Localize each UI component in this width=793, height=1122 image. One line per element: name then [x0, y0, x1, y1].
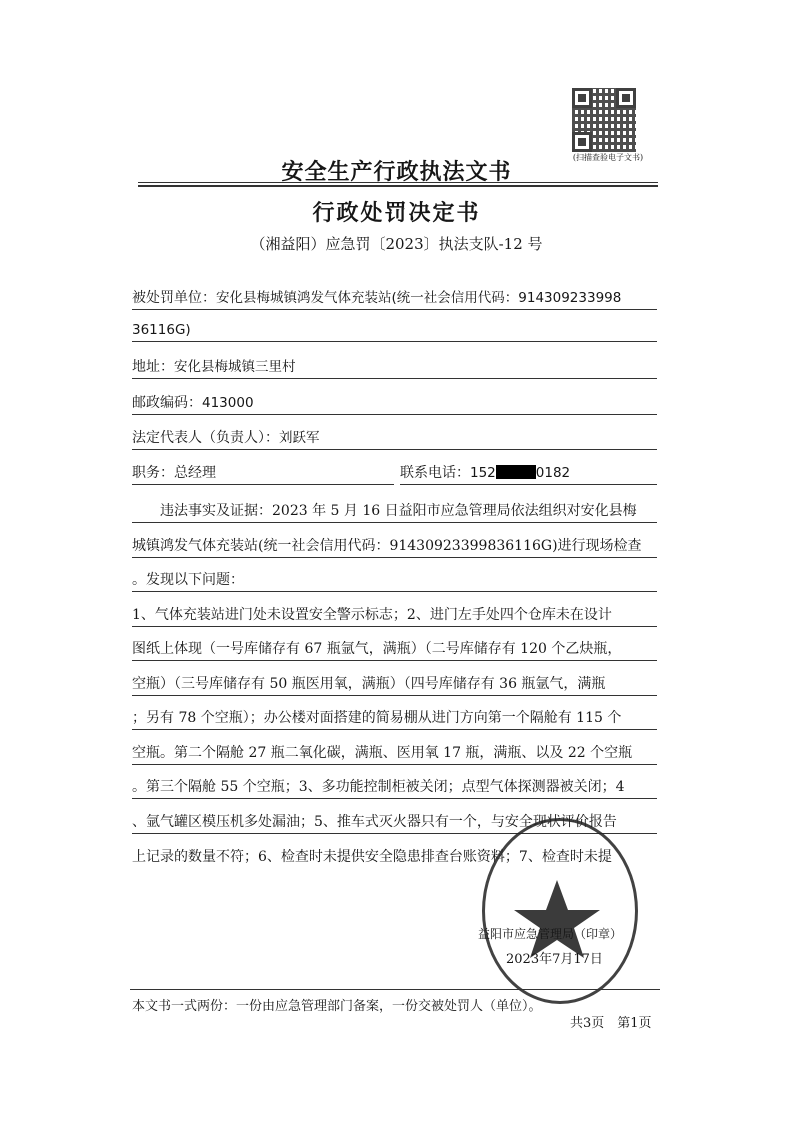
legal-representative-value: 刘跃军 — [279, 430, 320, 446]
penalized-unit-field — [132, 287, 657, 310]
seal-star-icon — [514, 880, 600, 958]
facts-line: ；另有 78 个空瓶）；办公楼对面搭建的简易棚从进门方向第一个隔舱有 115 个 — [132, 707, 657, 730]
header-rule-thick — [138, 185, 658, 187]
position-phone-row — [132, 462, 657, 484]
postcode-label: 邮政编码： — [132, 395, 202, 411]
position-value: 总经理 — [174, 465, 216, 481]
address-label: 地址： — [132, 359, 174, 375]
facts-line: 违法事实及证据：2023 年 5 月 16 日益阳市应急管理局依法组织对安化县梅 — [132, 500, 657, 523]
facts-line: 。第三个隔舱 55 个空瓶；3、多功能控制柜被关闭；点型气体探测器被关闭；4 — [132, 776, 657, 799]
header-rule — [138, 182, 658, 183]
facts-line: 、氩气罐区模压机多处漏油；5、推车式灭火器只有一个，与安全现状评价报告 — [132, 811, 657, 834]
position-field — [132, 462, 394, 485]
facts-line: 城镇鸿发气体充装站(统一社会信用代码：91430923399836116G)进行现场检查 — [132, 535, 657, 558]
penalized-unit-value-cont: 36116G) — [132, 322, 191, 338]
penalized-unit-continuation — [132, 319, 657, 342]
seal-caption: 益阳市应急管理局（印章） — [478, 927, 623, 941]
phone-suffix: 0182 — [535, 465, 571, 481]
issue-date: 2023年7月17日 — [506, 952, 603, 967]
copies-note: 本文书一式两份：一份由应急管理部门备案，一份交被处罚人（单位）。 — [132, 999, 542, 1014]
qr-code — [572, 88, 636, 152]
penalized-unit-value: 安化县梅城镇鸿发气体充装站(统一社会信用代码：914309233998 — [216, 290, 622, 306]
phone-prefix: 152 — [470, 465, 496, 481]
page-info: 共3页 第1页 — [570, 1016, 652, 1031]
document-series-title: 安全生产行政执法文书 — [281, 159, 512, 185]
postcode-field — [132, 392, 657, 415]
qr-caption: (扫描查验电子文书) — [572, 153, 644, 162]
document-title: 行政处罚决定书 — [312, 200, 481, 226]
address-field — [132, 356, 657, 379]
phone-redaction — [496, 465, 536, 479]
phone-label: 联系电话： — [400, 465, 470, 481]
document-number: （湘益阳）应急罚〔2023〕执法支队-12 号 — [250, 235, 543, 253]
phone-field — [400, 462, 657, 485]
facts-line: 上记录的数量不符；6、检查时未提供安全隐患排查台账资料；7、检查时未提 — [132, 849, 612, 865]
facts-line: 1、气体充装站进门处未设置安全警示标志；2、进门左手处四个仓库未在设计 — [132, 604, 657, 627]
legal-representative-field — [132, 427, 657, 450]
facts-line: 空瓶）（三号库储存有 50 瓶医用氧，满瓶）（四号库储存有 36 瓶氩气，满瓶 — [132, 673, 657, 696]
seal-graphic — [482, 818, 632, 998]
official-seal — [482, 818, 638, 1004]
facts-line: 。发现以下问题： — [132, 569, 657, 592]
position-label: 职务： — [132, 465, 174, 481]
facts-line: 图纸上体现（一号库储存有 67 瓶氩气，满瓶）（二号库储存有 120 个乙炔瓶， — [132, 638, 657, 661]
facts-line: 空瓶。第二个隔舱 27 瓶二氧化碳，满瓶、医用氧 17 瓶，满瓶、以及 22 个空瓶 — [132, 742, 657, 765]
footer-rule — [130, 989, 660, 990]
postcode-value: 413000 — [202, 395, 254, 411]
legal-representative-label: 法定代表人（负责人）： — [132, 430, 279, 446]
penalized-unit-label: 被处罚单位： — [132, 290, 216, 306]
address-value: 安化县梅城镇三里村 — [174, 359, 296, 375]
